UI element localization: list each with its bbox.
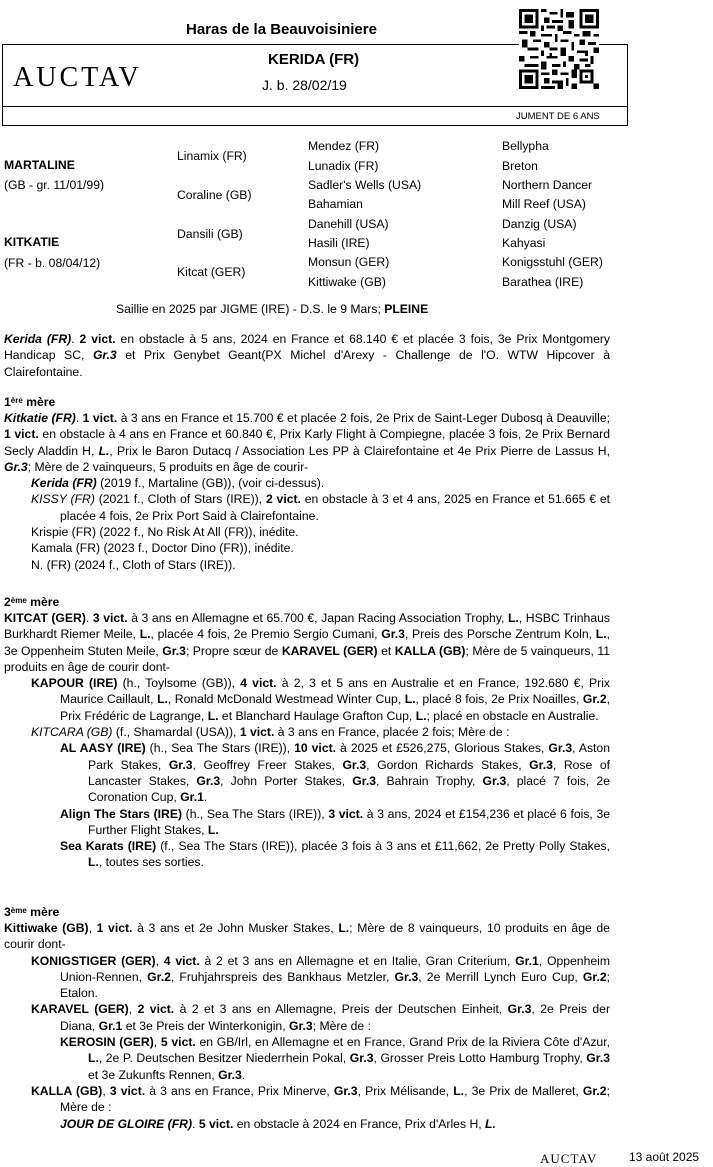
list-item: JOUR DE GLOIRE (FR). 5 vict. en obstacle à 2024 en France, Prix d'Arles H, L. bbox=[60, 1116, 496, 1131]
footer-logo: AUCTAV bbox=[540, 1151, 598, 1166]
horse-name: KERIDA (FR) bbox=[268, 51, 360, 68]
list-item: AL AASY (IRE) (h., Sea The Stars (IRE)), 10 vict. à 2025 et £526,275, Glorious Stakes, Gr.3, Aston Park Stakes, Gr.3, Geoffrey Freer Stakes, Gr.3, Gordon Richards Stakes, Gr.3, Rose of Lancaster Stakes, Gr.3, John Porter Stakes, Gr.3, Bahrain Trophy, Gr.3, placé 7 fois, 2e Coronation Cup, Gr.1. bbox=[60, 741, 610, 805]
stud-name: Haras de la Beauvoisiniere bbox=[186, 21, 377, 38]
list-item: KISSY (FR) (2021 f., Cloth of Stars (IRE)), 2 vict. en obstacle à 3 et 4 ans, 2025 en France et 51.665 € et placée 4 fois, 2e Prix Port Said à Clairefontaine. bbox=[31, 492, 610, 523]
pedigree-gen2: Kitcat (GER) bbox=[177, 265, 246, 279]
pedigree-gen4: Danzig (USA) bbox=[502, 217, 577, 231]
pedigree-gen3: Sadler's Wells (USA) bbox=[308, 178, 422, 192]
pedigree-gen3: Danehill (USA) bbox=[308, 217, 389, 231]
pedigree-gen4: Kahyasi bbox=[502, 236, 546, 250]
footer-date: 13 août 2025 bbox=[629, 1150, 700, 1164]
third-dam-record: Kittiwake (GB), 1 vict. à 3 ans et 2e John Musker Stakes, L.; Mère de 8 vainqueurs, 10 produits en âge de courir dont- KONIGSTIGER (GER), 4 vict. à 2 et 3 ans en Allemagne et en Italie, Gran Criterium, Gr.1, Oppenheim Union-Rennen, Gr.2, Fruhjahrspreis des Bankhaus Metzler, Gr.3, 2e Merrill Lynch Euro Cup, Gr.2; Etalon. KARAVEL (GER), 2 vict. à 2 et 3 ans en Allemagne, Preis der Deutschen Einheit, Gr.3, 2e Preis der Diana, Gr.1 et 3e Preis der Winterkonigin, Gr.3; Mère de : KEROSIN (GER), 5 vict. en GB/Irl, en Allemagne et en France, Grand Prix de la Riviera Côte d'Azur, L., 2e P. Deutschen Besitzer Niederrhein Pokal, Gr.3, Grosser Preis Lotto Hamburg Trophy, Gr.3 et 3e Zukunfts Rennen, Gr.3. KALLA (GB), 3 vict. à 3 ans en France, Prix Minerve, Gr.3, Prix Mélisande, L., 3e Prix de Malleret, Gr.2; Mère de : JOUR DE GLOIRE (FR). 5 vict. en obstacle à 2024 en France, Prix d'Arles H, L. bbox=[4, 921, 611, 1131]
list-item: KEROSIN (GER), 5 vict. en GB/Irl, en Allemagne et en France, Grand Prix de la Riviera Côte d'Azur, L., 2e P. Deutschen Besitzer Niederrhein Pokal, Gr.3, Grosser Preis Lotto Hamburg Trophy, Gr.3 et 3e Zukunfts Rennen, Gr.3. bbox=[60, 1035, 611, 1082]
auctav-logo: AUCTAV bbox=[13, 62, 142, 93]
section-second-dam: 2ème mère bbox=[4, 595, 60, 609]
pedigree-gen4: Bellypha bbox=[502, 139, 549, 153]
list-item: KITCARA (GB) (f., Shamardal (USA)), 1 vict. à 3 ans en France, placée 2 fois; Mère de : bbox=[31, 725, 510, 740]
pedigree-gen4: Konigsstuhl (GER) bbox=[502, 255, 603, 269]
section-first-dam: 1ère mère bbox=[4, 395, 56, 409]
wins: 2 vict. bbox=[79, 332, 116, 346]
sire-name: MARTALINE bbox=[4, 158, 75, 172]
header-divider bbox=[2, 106, 628, 107]
list-item: Kerida (FR) (2019 f., Martaline (GB)), (voir ci-dessus). bbox=[31, 476, 325, 491]
list-item: Align The Stars (IRE) (h., Sea The Stars (IRE)), 3 vict. à 3 ans, 2024 et £154,236 et placé 6 fois, 3e Further Flight Stakes, L. bbox=[60, 806, 611, 837]
list-item: Sea Karats (IRE) (f., Sea The Stars (IRE)), placée 3 fois à 3 ans et £11,662, 2e Pretty Polly Stakes, L., toutes ses sorties. bbox=[60, 839, 610, 870]
second-dam-record: KITCAT (GER). 3 vict. à 3 ans en Allemagne et 65.700 €, Japan Racing Association Trophy, L., HSBC Trinhaus Burkhardt Riemer Meile, L., placée 4 fois, 2e Premio Sergio Cumani, Gr.3, Preis des Porsche Zentrum Koln, L., 3e Oppenheim Stuten Meile, Gr.3; Propre sœur de KARAVEL (GER) et KALLA (GB); Mère de 5 vainqueurs, 11 produits en âge de courir dont- KAPOUR (IRE) (h., Toylsome (GB)), 4 vict. à 2, 3 et 5 ans en Australie et en France, 192.680 €, Prix Maurice Caillault, L., Ronald McDonald Westmead Winter Cup, L., placé 8 fois, 2e Prix Noailles, Gr.2, Prix Frédéric de Lagrange, L. et Blanchard Haulage Grafton Cup, L.; placé en obstacle en Australie. KITCARA (GB) (f., Shamardal (USA)), 1 vict. à 3 ans en France, placée 2 fois; Mère de : AL AASY (IRE) (h., Sea The Stars (IRE)), 10 vict. à 2025 et £526,275, Glorious Stakes, Gr.3, Aston Park Stakes, Gr.3, Geoffrey Freer Stakes, Gr.3, Gordon Richards Stakes, Gr.3, Rose of Lancaster Stakes, Gr.3, John Porter Stakes, Gr.3, Bahrain Trophy, Gr.3, placé 7 fois, 2e Coronation Cup, Gr.1. Align The Stars (IRE) (h., Sea The Stars (IRE)), 3 vict. à 3 ans, 2024 et £154,236 et placé 6 fois, 3e Further Flight Stakes, L. Sea Karats (IRE) (f., Sea The Stars (IRE)), placée 3 fois à 3 ans et £11,662, 2e Pretty Polly Stakes, L., toutes ses sorties. bbox=[4, 611, 611, 870]
pedigree-gen2: Linamix (FR) bbox=[177, 149, 247, 163]
list-item: N. (FR) (2024 f., Cloth of Stars (IRE)). bbox=[31, 557, 236, 572]
horse-info: J. b. 28/02/19 bbox=[262, 77, 347, 93]
pedigree-gen3: Monsun (GER) bbox=[308, 255, 390, 269]
pedigree-gen4: Mill Reef (USA) bbox=[502, 197, 586, 211]
section-third-dam: 3ème mère bbox=[4, 905, 60, 919]
covering-text: Saillie en 2025 par JIGME (IRE) - D.S. le 9 Mars; bbox=[116, 302, 385, 316]
list-item: KALLA (GB), 3 vict. à 3 ans en France, Prix Minerve, Gr.3, Prix Mélisande, L., 3e Prix de Malleret, Gr.2; Mère de : bbox=[31, 1083, 610, 1115]
list-item: Kamala (FR) (2023 f., Doctor Dino (FR)), inédite. bbox=[31, 541, 294, 556]
pedigree-gen3: Lunadix (FR) bbox=[308, 159, 379, 173]
list-item: KARAVEL (GER), 2 vict. à 2 et 3 ans en Allemagne, Preis der Deutschen Einheit, Gr.3, 2e Preis der Diana, Gr.1 et 3e Preis der Winterkonigin, Gr.3; Mère de : bbox=[31, 1002, 611, 1033]
sire-info: (GB - gr. 11/01/99) bbox=[4, 178, 105, 192]
pedigree-gen2: Coraline (GB) bbox=[177, 188, 252, 202]
dam-info: (FR - b. 08/04/12) bbox=[4, 256, 101, 270]
covering-status: PLEINE bbox=[384, 302, 429, 316]
pedigree-gen3: Mendez (FR) bbox=[308, 139, 380, 153]
pedigree-gen3: Kittiwake (GB) bbox=[308, 275, 386, 289]
pedigree-gen3: Hasili (IRE) bbox=[308, 236, 370, 250]
qr-code-icon bbox=[519, 9, 599, 89]
grade: Gr.3 bbox=[92, 348, 117, 363]
dam-name: KITKATIE bbox=[4, 235, 60, 249]
pedigree-gen3: Bahamian bbox=[308, 197, 363, 211]
pedigree-gen2: Dansili (GB) bbox=[177, 227, 243, 241]
pedigree-gen4: Breton bbox=[502, 159, 538, 173]
list-item: KAPOUR (IRE) (h., Toylsome (GB)), 4 vict. à 2, 3 et 5 ans en Australie et en France, 192.680 €, Prix Maurice Caillault, L., Ronald McDonald Westmead Winter Cup, L., placé 8 fois, 2e Prix Noailles, Gr.2, Prix Frédéric de Lagrange, L. et Blanchard Haulage Grafton Cup, L.; placé en obstacle en Australie. bbox=[31, 676, 611, 723]
pedigree-gen4: Barathea (IRE) bbox=[502, 275, 584, 289]
covering-line bbox=[116, 301, 428, 317]
horse-record: Kerida (FR). 2 vict. en obstacle à 5 ans, 2024 en France et 68.140 € et placée 3 fois, 3e Prix Montgomery Handicap SC, Gr.3 et Prix Genybet Geant(PX Michel d'Arexy - Challenge de l'O. WTW Hipcover à Clairefontaine. bbox=[4, 332, 610, 379]
list-item: KONIGSTIGER (GER), 4 vict. à 2 et 3 ans en Allemagne et en Italie, Gran Criterium, Gr.1, Oppenheim Union-Rennen, Gr.2, Fruhjahrspreis des Bankhaus Metzler, Gr.3, 2e Merrill Lynch Euro Cup, Gr.2; Etalon. bbox=[31, 953, 611, 1001]
category-label: JUMENT DE 6 ANS bbox=[516, 111, 600, 122]
list-item: Krispie (FR) (2022 f., No Risk At All (FR)), inédite. bbox=[31, 525, 299, 540]
first-dam-record: Kitkatie (FR). 1 vict. à 3 ans en France et 15.700 € et placée 2 fois, 2e Prix de Saint-Leger Dubosq à Deauville; 1 vict. en obstacle à 4 ans en France et 60.840 €, Prix Karly Flight à Compiegne, placée 3 fois, 2e Prix Bernard Secly Aladdin H, L., Prix le Baron Dutacq / Association Les PP à Clairefontaine et 4e Prix Pierre de Lassus H, Gr.3; Mère de 2 vainqueurs, 5 produits en âge de courir- Kerida (FR) (2019 f., Martaline (GB)), (voir ci-dessus). KISSY (FR) (2021 f., Cloth of Stars (IRE)), 2 vict. en obstacle à 3 et 4 ans, 2025 en France et 51.665 € et placée 4 fois, 2e Prix Port Said à Clairefontaine. Krispie (FR) (2022 f., No Risk At All (FR)), inédite. Kamala (FR) (2023 f., Doctor Dino (FR)), inédite. N. (FR) (2024 f., Cloth of Stars (IRE)). bbox=[4, 411, 610, 572]
horse-name-ref: Kerida (FR) bbox=[4, 332, 72, 346]
pedigree-gen4: Northern Dancer bbox=[502, 178, 593, 192]
